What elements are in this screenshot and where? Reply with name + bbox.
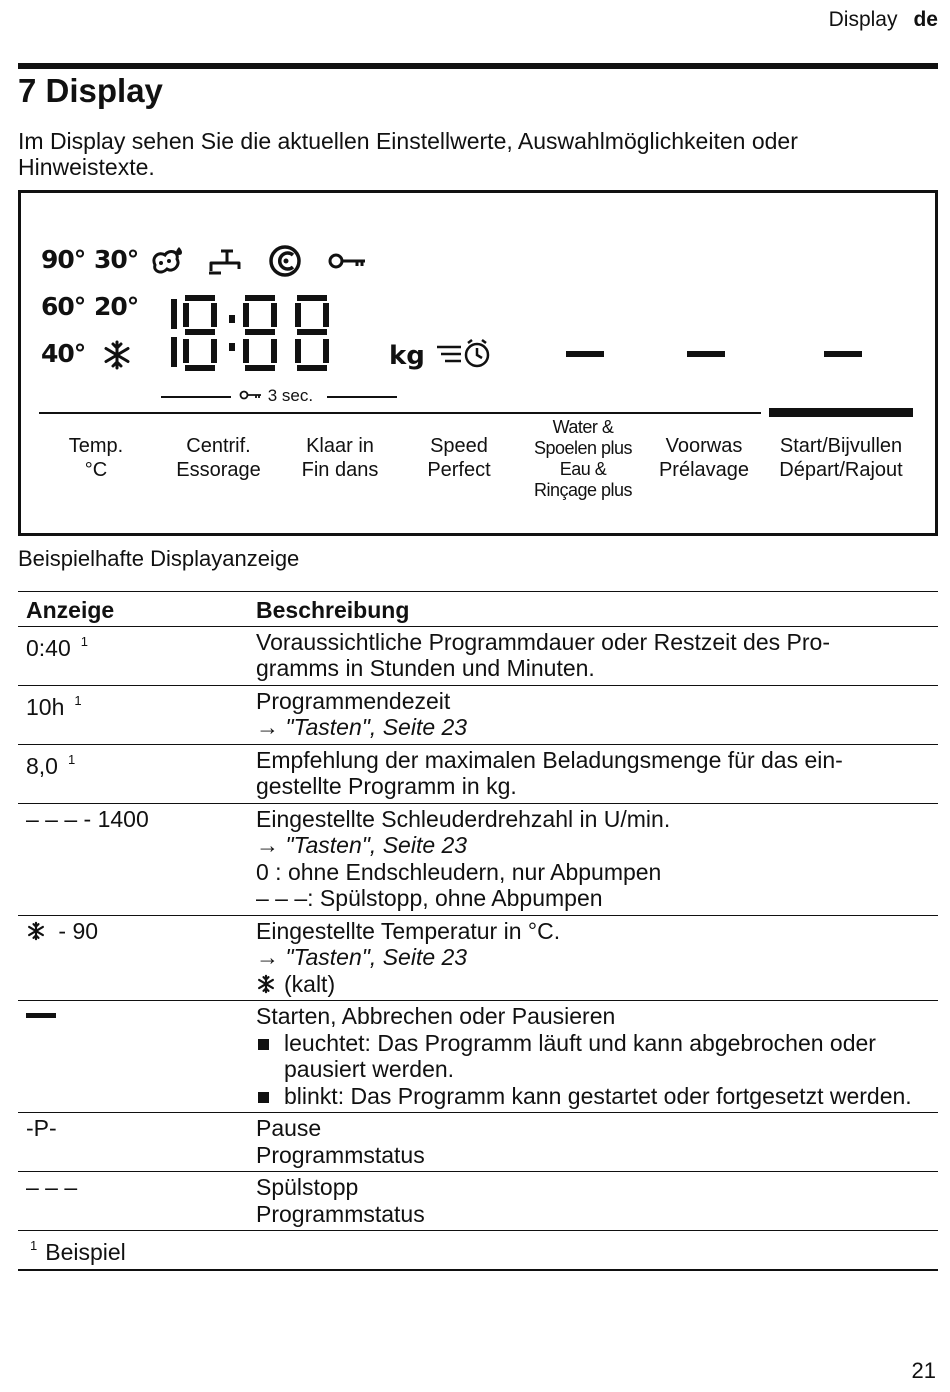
page-number: 21 [911, 1358, 936, 1383]
row-beschreibung [248, 803, 938, 915]
temp-30: 30° [94, 245, 139, 274]
figure-caption: Beispielhafte Displayanzeige [18, 546, 300, 571]
label-start [763, 434, 919, 482]
snowflake-icon [26, 921, 46, 941]
running-header [829, 8, 938, 32]
desc-line: Pause [256, 1115, 322, 1141]
kg-unit: kg [389, 341, 425, 371]
label-water-spoelen [517, 417, 649, 501]
table-header-row [18, 592, 938, 627]
label-start-l2: Départ/Rajout [779, 459, 903, 481]
display-table [18, 591, 938, 1271]
label-speed-l1: Speed [430, 435, 488, 457]
page-reference-link[interactable]: → "Tasten", Seite 23 [256, 832, 468, 858]
page-reference-link[interactable]: → "Tasten", Seite 23 [256, 714, 468, 740]
anzeige-value: 10h [26, 693, 65, 720]
alarm-clock-icon [435, 337, 497, 371]
footnote-mark: 1 [30, 1238, 38, 1253]
anzeige-value: 0:40 [26, 634, 71, 661]
label-klaar-l2: Fin dans [301, 459, 379, 481]
bullet-item: blinkt: Das Programm kann gestartet oder fortgesetzt werden. [256, 1083, 930, 1110]
snowflake-icon [256, 974, 276, 994]
desc-line: Spülstopp [256, 1174, 359, 1200]
row-beschreibung [248, 626, 938, 685]
anzeige-value: - 90 [58, 917, 99, 944]
label-speed [409, 434, 509, 482]
desc-kalt-text: (kalt) [284, 970, 336, 997]
row-beschreibung [248, 685, 938, 744]
desc-line: Programmstatus [256, 1141, 425, 1168]
desc-line: – – –: Spülstopp, ohne Abpumpen [256, 885, 603, 911]
row-beschreibung [248, 1172, 938, 1231]
header-lang: de [913, 8, 938, 31]
table-row [18, 744, 938, 803]
bullet-item: leuchtet: Das Programm läuft und kann abgebrochen oder pausiert werden. [256, 1030, 930, 1083]
desc-line: gramms in Stunden und Minuten. [256, 655, 595, 681]
row-anzeige: -P- [18, 1113, 248, 1172]
key-small-icon [239, 388, 263, 402]
bullet-list [256, 1030, 930, 1110]
header-section: Display [828, 8, 898, 31]
col-anzeige: Anzeige [18, 592, 248, 627]
row-anzeige: – – – - 1400 [18, 803, 248, 915]
label-temp [51, 434, 141, 482]
row-anzeige: – – – [18, 1172, 248, 1231]
table-footnote [18, 1231, 938, 1270]
dash-voorwas [687, 351, 725, 357]
label-speed-l2: Perfect [427, 459, 491, 481]
label-klaar-in [285, 434, 395, 482]
desc-line: Eingestellte Schleuderdrehzahl in U/min. [256, 805, 671, 832]
table-row [18, 1001, 938, 1113]
snowflake-icon [101, 339, 133, 371]
temp-40: 40° [41, 339, 86, 368]
button-baseline [39, 412, 761, 414]
table-row [18, 915, 938, 1001]
label-water-l2: Spoelen plus [533, 438, 633, 458]
temp-20: 20° [94, 292, 139, 321]
table-footnote-row [18, 1231, 938, 1270]
label-temp-l1: Temp. [68, 435, 124, 457]
table-row [18, 1172, 938, 1231]
row-anzeige [18, 626, 248, 685]
row-beschreibung [248, 915, 938, 1001]
row-anzeige [18, 685, 248, 744]
dash-start [824, 351, 862, 357]
display-panel-figure [18, 190, 938, 536]
label-temp-l2: °C [84, 459, 108, 481]
intro-text: Im Display sehen Sie die aktuellen Einstellwerte, Auswahlmöglichkeiten oder Hinweistexte. [18, 128, 798, 180]
label-voorwas-l1: Voorwas [665, 435, 743, 457]
top-rule [18, 63, 938, 69]
desc-line: Programmendezeit [256, 687, 451, 714]
footnote-mark: 1 [74, 692, 82, 708]
sec-indicator [239, 386, 313, 406]
sec-line-right [327, 396, 397, 398]
footnote-mark: 1 [80, 633, 88, 649]
label-centrif-l2: Essorage [176, 459, 261, 481]
label-centrif [161, 434, 276, 482]
desc-line: Programmstatus [256, 1200, 425, 1227]
row-beschreibung [248, 1001, 938, 1113]
water-tap-icon [207, 245, 245, 277]
footnote-text: Beispiel [45, 1239, 126, 1265]
label-water-l4: Rinçage plus [533, 480, 633, 500]
page-reference-link[interactable]: → "Tasten", Seite 23 [256, 944, 468, 970]
row-beschreibung [248, 744, 938, 803]
label-water-l3: Eau & [559, 459, 607, 479]
table-row [18, 803, 938, 915]
desc-line: 0 : ohne Endschleudern, nur Abpumpen [256, 858, 662, 885]
sec-text: 3 sec. [267, 386, 314, 405]
label-centrif-l1: Centrif. [186, 435, 251, 457]
key-icon [327, 249, 369, 273]
row-beschreibung [248, 1113, 938, 1172]
sec-line-left [161, 396, 231, 398]
row-anzeige [18, 744, 248, 803]
footnote-mark: 1 [67, 751, 76, 767]
desc-line: Voraussichtliche Programmdauer oder Restzeit des Pro- [256, 628, 830, 655]
start-button-bar [769, 408, 913, 417]
label-klaar-l1: Klaar in [306, 435, 374, 457]
row-anzeige [18, 915, 248, 1001]
col-beschreibung: Beschreibung [248, 592, 938, 627]
desc-line: Eingestellte Temperatur in °C. [256, 917, 561, 944]
page-title: 7 Display [18, 72, 163, 109]
desc-line: Empfehlung der maximalen Beladungsmenge für das ein- [256, 746, 843, 773]
label-start-l1: Start/Bijvullen [779, 435, 903, 457]
label-voorwas [651, 434, 757, 482]
temp-60: 60° [41, 292, 86, 321]
label-water-l1: Water & [552, 417, 614, 437]
dash-symbol [26, 1013, 56, 1018]
table-row [18, 626, 938, 685]
speed-perfect-icon [267, 243, 305, 279]
dash-water-spoelen [566, 351, 604, 357]
table-row [18, 1113, 938, 1172]
anzeige-value: 8,0 [26, 752, 58, 779]
row-anzeige [18, 1001, 248, 1113]
stain-icon [149, 245, 187, 277]
desc-line-kalt [256, 971, 930, 998]
desc-line: gestellte Programm in kg. [256, 773, 517, 799]
digit-display [169, 293, 369, 373]
temp-90: 90° [41, 245, 86, 274]
label-voorwas-l2: Prélavage [658, 459, 750, 481]
table-row [18, 685, 938, 744]
desc-line: Starten, Abbrechen oder Pausieren [256, 1003, 616, 1029]
